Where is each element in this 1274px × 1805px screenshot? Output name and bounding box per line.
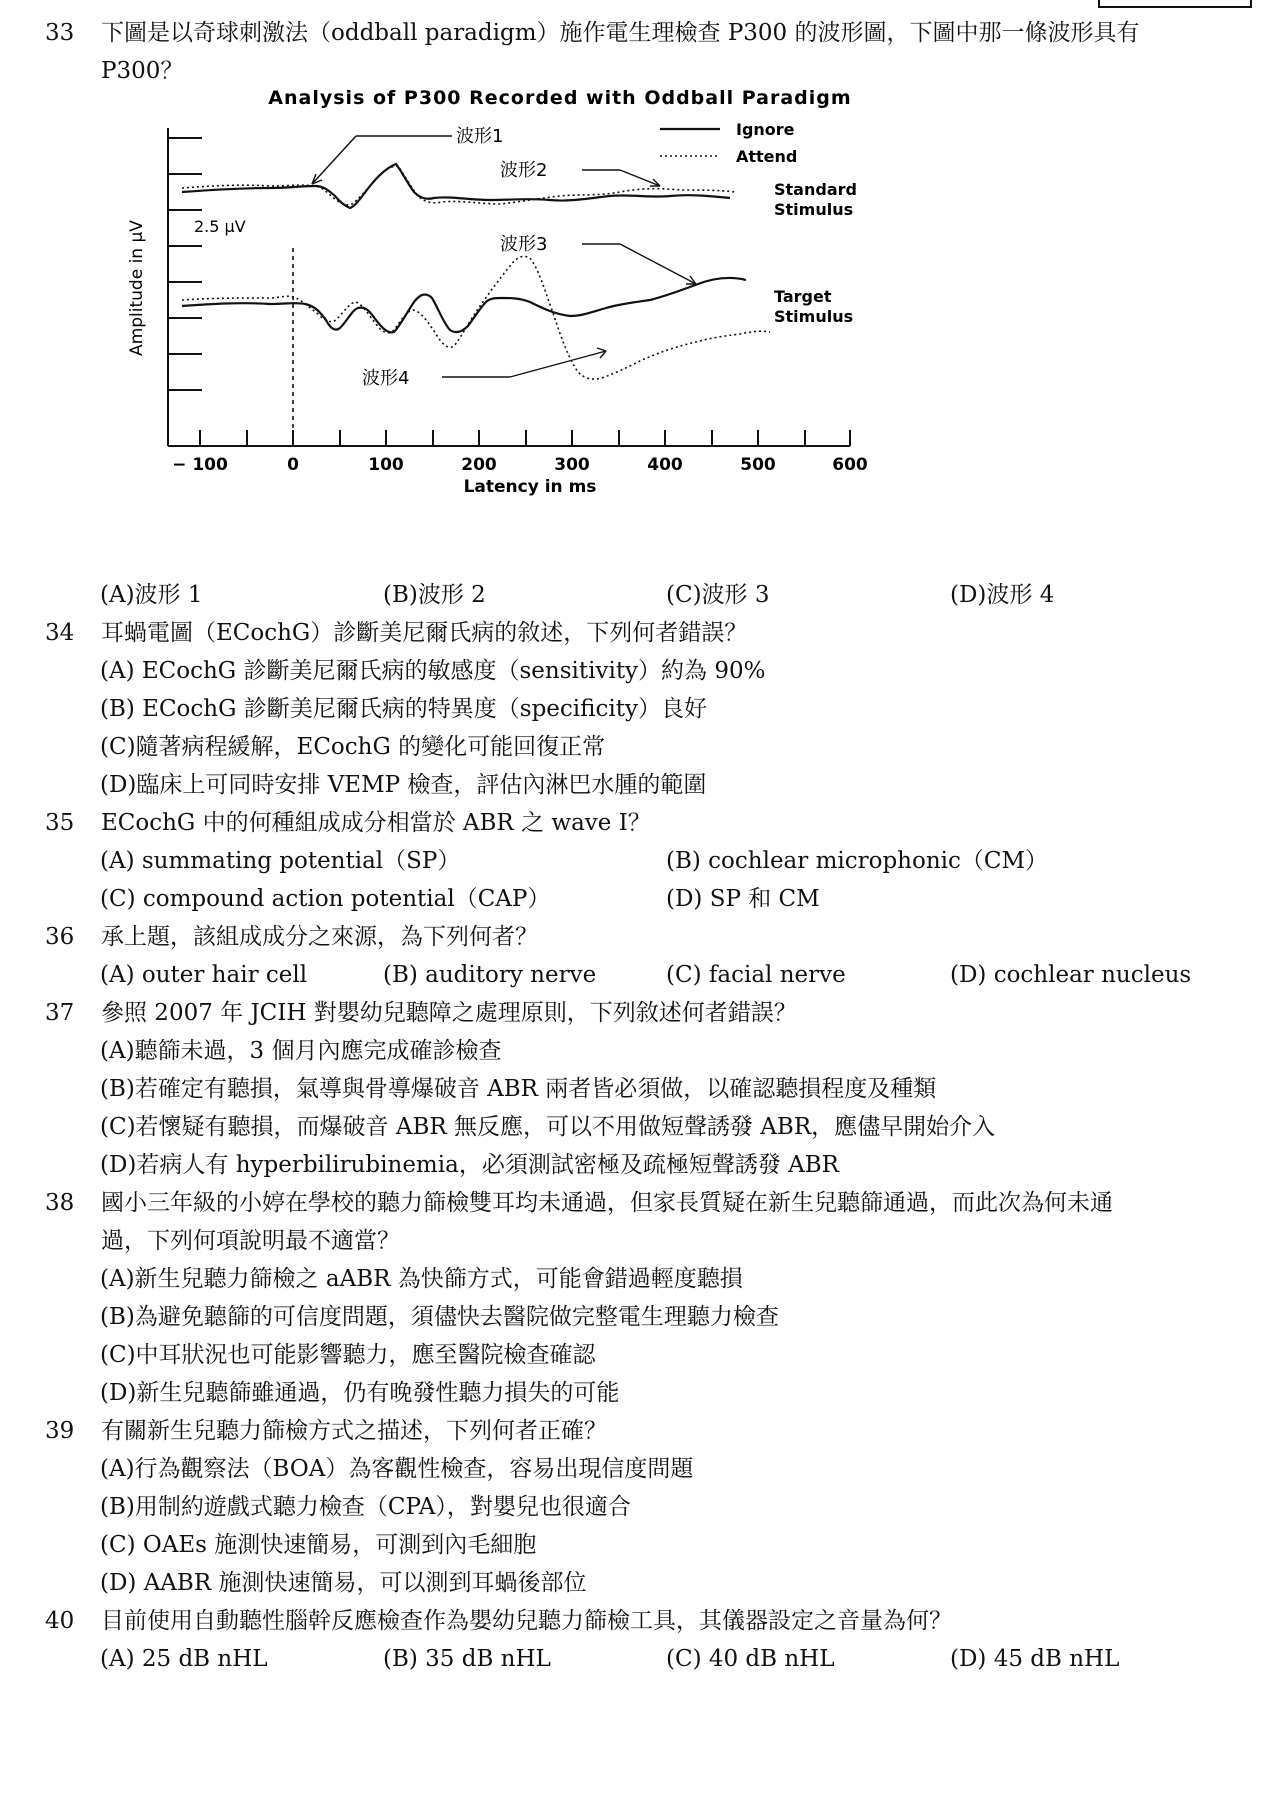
page-header-box xyxy=(1098,0,1252,8)
x-tick-label: 0 xyxy=(287,455,299,475)
legend-ignore-label: Ignore xyxy=(736,120,795,139)
question-34-option-d[interactable] xyxy=(100,766,1234,804)
x-tick-label: 300 xyxy=(554,455,590,475)
question-37-option-c[interactable] xyxy=(100,1108,1234,1146)
x-tick-label: − 100 xyxy=(172,455,228,475)
wave2-arrow xyxy=(620,170,660,186)
question-36 xyxy=(45,918,1234,956)
question-37 xyxy=(45,994,1234,1032)
option-a[interactable]: (A) 25 dB nHL xyxy=(100,1646,268,1672)
question-36-options xyxy=(100,956,1234,994)
option-a[interactable]: (A)聽篩未過，3 個月內應完成確診檢查 xyxy=(100,1038,502,1064)
question-38 xyxy=(45,1184,1234,1260)
option-d[interactable]: (D)臨床上可同時安排 VEMP 檢查，評估內淋巴水腫的範圍 xyxy=(100,772,707,798)
option-d[interactable]: (D)新生兒聽篩雖通過，仍有晚發性聽力損失的可能 xyxy=(100,1380,620,1406)
question-34 xyxy=(45,614,1234,652)
p300-figure xyxy=(127,87,1030,568)
option-b[interactable]: (B)若確定有聽損，氣導與骨導爆破音 ABR 兩者皆必須做，以確認聽損程度及種類 xyxy=(100,1076,937,1102)
option-c[interactable]: (C) facial nerve xyxy=(666,962,846,988)
question-number: 40 xyxy=(45,1608,75,1634)
y-axis-label: Amplitude in μV xyxy=(127,220,147,356)
option-a[interactable]: (A)新生兒聽力篩檢之 aABR 為快篩方式，可能會錯過輕度聽損 xyxy=(100,1266,743,1292)
wave1-label: 波形1 xyxy=(456,126,504,147)
standard-stimulus-label-2: Stimulus xyxy=(774,200,854,219)
option-c[interactable]: (C)中耳狀況也可能影響聽力，應至醫院檢查確認 xyxy=(100,1342,596,1368)
wave4-arrow xyxy=(510,351,606,377)
option-a[interactable]: (A)波形 1 xyxy=(100,582,203,608)
option-c[interactable]: (C) 40 dB nHL xyxy=(666,1646,835,1672)
option-c[interactable]: (C)若懷疑有聽損，而爆破音 ABR 無反應，可以不用做短聲誘發 ABR，應儘早開始介入 xyxy=(100,1114,996,1140)
question-number: 34 xyxy=(45,620,75,646)
question-text-cont: 過，下列何項說明最不適當？ xyxy=(101,1228,400,1254)
question-number: 37 xyxy=(45,1000,75,1026)
question-39-option-a[interactable] xyxy=(100,1450,1234,1488)
question-number: 39 xyxy=(45,1418,75,1444)
question-text: 國小三年級的小婷在學校的聽力篩檢雙耳均未通過，但家長質疑在新生兒聽篩通過，而此次為何未通 xyxy=(101,1190,1113,1216)
wave2-label: 波形2 xyxy=(500,160,548,181)
scale-label: 2.5 μV xyxy=(194,217,246,236)
option-b[interactable]: (B) auditory nerve xyxy=(383,962,597,988)
question-38-option-d[interactable] xyxy=(100,1374,1234,1412)
question-38-option-b[interactable] xyxy=(100,1298,1234,1336)
option-b[interactable]: (B)用制約遊戲式聽力檢查（CPA），對嬰兒也很適合 xyxy=(100,1494,631,1520)
option-a[interactable]: (A)行為觀察法（BOA）為客觀性檢查，容易出現信度問題 xyxy=(100,1456,694,1482)
question-number: 33 xyxy=(45,20,75,46)
question-39-option-b[interactable] xyxy=(100,1488,1234,1526)
option-b[interactable]: (B) 35 dB nHL xyxy=(383,1646,551,1672)
question-text: 目前使用自動聽性腦幹反應檢查作為嬰幼兒聽力篩檢工具，其儀器設定之音量為何？ xyxy=(101,1608,952,1634)
question-text: ECochG 中的何種組成成分相當於 ABR 之 wave I？ xyxy=(101,810,651,836)
target-attend-trace xyxy=(182,256,770,379)
target-ignore-trace xyxy=(182,278,746,332)
option-b[interactable]: (B) cochlear microphonic（CM） xyxy=(666,848,1049,874)
question-39-option-c[interactable] xyxy=(100,1526,1234,1564)
x-tick-label: 400 xyxy=(647,455,683,475)
option-d[interactable]: (D) 45 dB nHL xyxy=(950,1646,1120,1672)
option-b[interactable]: (B) ECochG 診斷美尼爾氏病的特異度（specificity）良好 xyxy=(100,696,707,722)
question-number: 35 xyxy=(45,810,75,836)
p300-waveform-chart xyxy=(127,87,1030,568)
x-tick-label: 100 xyxy=(368,455,404,475)
question-number: 36 xyxy=(45,924,75,950)
x-tick-label: 500 xyxy=(740,455,776,475)
option-d[interactable]: (D)若病人有 hyperbilirubinemia，必須測試密極及疏極短聲誘發 ABR xyxy=(100,1152,839,1178)
question-33 xyxy=(45,14,1234,90)
question-34-option-b[interactable] xyxy=(100,690,1234,728)
option-c[interactable]: (C)隨著病程緩解，ECochG 的變化可能回復正常 xyxy=(100,734,606,760)
question-35 xyxy=(45,804,1234,842)
question-text: 耳蝸電圖（ECochG）診斷美尼爾氏病的敘述，下列何者錯誤？ xyxy=(101,620,748,646)
question-text: 有關新生兒聽力篩檢方式之描述，下列何者正確？ xyxy=(101,1418,607,1444)
question-39 xyxy=(45,1412,1234,1450)
wave4-label: 波形4 xyxy=(362,368,410,389)
question-39-option-d[interactable] xyxy=(100,1564,1234,1602)
option-c[interactable]: (C)波形 3 xyxy=(666,582,770,608)
question-text: 下圖是以奇球刺激法（oddball paradigm）施作電生理檢查 P300 的波形圖，下圖中那一條波形具有 xyxy=(101,20,1140,46)
option-b[interactable]: (B)為避免聽篩的可信度問題，須儘快去醫院做完整電生理聽力檢查 xyxy=(100,1304,779,1330)
question-40 xyxy=(45,1602,1234,1640)
wave3-label: 波形3 xyxy=(500,234,548,255)
wave1-arrow xyxy=(312,136,356,184)
question-38-option-c[interactable] xyxy=(100,1336,1234,1374)
option-d[interactable]: (D) SP 和 CM xyxy=(666,886,820,912)
question-35-options-row2 xyxy=(100,880,1234,918)
option-a[interactable]: (A) outer hair cell xyxy=(100,962,308,988)
y-ticks xyxy=(168,138,202,390)
figure-title: Analysis of P300 Recorded with Oddball Paradigm xyxy=(268,87,852,109)
wave3-arrow xyxy=(620,244,696,284)
question-text: 承上題，該組成成分之來源，為下列何者？ xyxy=(101,924,538,950)
legend-attend-label: Attend xyxy=(736,147,798,166)
question-38-option-a[interactable] xyxy=(100,1260,1234,1298)
standard-ignore-trace xyxy=(182,164,730,208)
option-d[interactable]: (D) cochlear nucleus xyxy=(950,962,1192,988)
option-c[interactable]: (C) OAEs 施測快速簡易，可測到內毛細胞 xyxy=(100,1532,537,1558)
option-d[interactable]: (D) AABR 施測快速簡易，可以測到耳蝸後部位 xyxy=(100,1570,587,1596)
x-tick-label: 200 xyxy=(461,455,497,475)
x-tick-label: 600 xyxy=(832,455,868,475)
option-a[interactable]: (A) ECochG 診斷美尼爾氏病的敏感度（sensitivity）約為 90% xyxy=(100,658,766,684)
question-40-options xyxy=(100,1640,1234,1678)
question-text: 參照 2007 年 JCIH 對嬰幼兒聽障之處理原則，下列敘述何者錯誤？ xyxy=(101,1000,797,1026)
question-35-options-row1 xyxy=(100,842,1234,880)
x-axis-label: Latency in ms xyxy=(463,477,597,497)
x-ticks xyxy=(200,430,850,446)
option-c[interactable]: (C) compound action potential（CAP） xyxy=(100,886,551,912)
question-37-option-b[interactable] xyxy=(100,1070,1234,1108)
question-34-option-a[interactable] xyxy=(100,652,1234,690)
option-a[interactable]: (A) summating potential（SP） xyxy=(100,848,461,874)
question-37-option-a[interactable] xyxy=(100,1032,1234,1070)
target-stimulus-label-1: Target xyxy=(774,287,832,306)
option-d[interactable]: (D)波形 4 xyxy=(950,582,1055,608)
question-37-option-d[interactable] xyxy=(100,1146,1234,1184)
question-text-cont: P300？ xyxy=(101,58,184,84)
question-number: 38 xyxy=(45,1190,75,1216)
standard-stimulus-label-1: Standard xyxy=(774,180,857,199)
question-33-options xyxy=(100,576,1234,614)
question-34-option-c[interactable] xyxy=(100,728,1234,766)
option-b[interactable]: (B)波形 2 xyxy=(383,582,486,608)
target-stimulus-label-2: Stimulus xyxy=(774,307,854,326)
